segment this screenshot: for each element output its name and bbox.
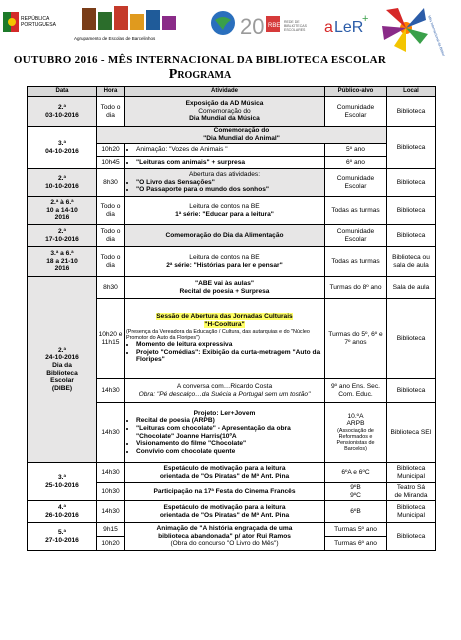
col-header-date: Data — [28, 87, 97, 97]
svg-text:Mês Internacional da Bibliotec: Mês Internacional da Biblioteca Escolar — [427, 14, 452, 56]
time-cell: 14h30 — [97, 379, 125, 403]
table-header-row — [28, 87, 436, 97]
activity-cell: A conversa com…Ricardo Costa Obra: "Pé descalço…da Suécia a Portugal sem um tostão" — [125, 379, 325, 403]
table-row — [28, 501, 436, 523]
location-cell: Biblioteca ou sala de aula — [387, 247, 436, 277]
time-cell: Todo o dia — [97, 197, 125, 225]
audience-cell: Comunidade Escolar — [325, 169, 387, 197]
table-row — [28, 277, 436, 299]
svg-text:RBE: RBE — [268, 23, 281, 29]
location-cell: Biblioteca — [387, 127, 436, 169]
svg-text:+: + — [362, 13, 369, 25]
list-item: • Recital de poesia (ARPB) — [136, 417, 323, 425]
audience-cell: Todas as turmas — [325, 197, 387, 225]
audience-cell: Todas as turmas — [325, 247, 387, 277]
list-item: • "O Livro das Sensações" — [136, 179, 323, 187]
list-item: • "Leituras com animais" + surpresa — [136, 159, 323, 167]
table-row — [28, 169, 436, 197]
svg-text:REDE DE: REDE DE — [284, 20, 300, 24]
list-item: • Animação: "Vozes de Animais " — [136, 146, 323, 154]
activity-cell — [125, 144, 325, 157]
audience-cell: Turmas do 8º ano — [325, 277, 387, 299]
audience-cell: 6ºB — [325, 501, 387, 523]
audience-cell: 10.ºA ARPB (Associação de Reformados e Pensionistas de Barcelos) — [325, 403, 387, 463]
audience-cell: 6ºA e 6ºC — [325, 463, 387, 483]
header-logos — [0, 0, 461, 56]
audience-cell: 5º ano — [325, 144, 387, 157]
location-cell: Biblioteca Municipal — [387, 463, 436, 483]
table-row — [28, 225, 436, 247]
date-cell: 2.ª à 6.ª 10 a 14-10 2016 — [28, 197, 97, 225]
time-cell: 8h30 — [97, 277, 125, 299]
audience-cell: Turmas 6º ano — [325, 537, 387, 551]
audience-cell: Turmas 5º ano — [325, 523, 387, 537]
activity-cell — [125, 157, 325, 169]
aler-logo — [322, 10, 372, 40]
audience-cell: Turmas do 5º, 6º e 7º anos — [325, 299, 387, 379]
list-item: • Convívio com chocolate quente — [136, 448, 323, 456]
location-cell: Teatro Sá de Miranda — [387, 483, 436, 501]
location-cell: Biblioteca — [387, 97, 436, 127]
activity-cell: Espetáculo de motivação para a leitura orientada de "Os Piratas" de Mª Ant. Pina — [125, 463, 325, 483]
svg-text:BIBLIOTECAS: BIBLIOTECAS — [284, 24, 307, 28]
svg-text:PORTUGUESA: PORTUGUESA — [21, 22, 56, 28]
svg-text:Agrupamento de Escolas de Barc: Agrupamento de Escolas de Barcelinhos — [74, 36, 156, 41]
table-row — [28, 127, 436, 144]
audience-cell: 9º ano Ens. Sec. Com. Educ. — [325, 379, 387, 403]
programme-table — [27, 86, 436, 551]
page-title: OUTUBRO 2016 - MÊS INTERNACIONAL DA BIBLIOTECA ESCOLAR — [13, 54, 387, 66]
time-cell: 9h15 — [97, 523, 125, 537]
activity-head-cell: Comemoração do "Dia Mundial do Animal" — [97, 127, 387, 144]
date-cell: 2.ª 17-10-2016 — [28, 225, 97, 247]
date-cell: 3.ª a 6.ª 18 a 21-10 2016 — [28, 247, 97, 277]
republica-portuguesa-logo — [3, 10, 63, 38]
audience-cell: Comunidade Escolar — [325, 97, 387, 127]
location-cell: Biblioteca — [387, 197, 436, 225]
date-cell: 5.ª 27-10-2016 — [28, 523, 97, 551]
time-cell: 10h20 e 11h15 — [97, 299, 125, 379]
time-cell: Todo o dia — [97, 225, 125, 247]
rbe-20-logo — [240, 12, 310, 38]
date-cell: 2.ª 03-10-2016 — [28, 97, 97, 127]
mibe-logo — [380, 4, 456, 56]
time-cell: 14h30 — [97, 463, 125, 483]
time-cell: 14h30 — [97, 403, 125, 463]
list-item: • "O Passaporte para o mundo dos sonhos" — [136, 186, 323, 194]
highlighted-heading: Sessão de Abertura das Jornadas Culturais — [156, 313, 293, 321]
col-header-time: Hora — [97, 87, 125, 97]
table-row — [28, 97, 436, 127]
audience-cell: 9ºB 9ºC — [325, 483, 387, 501]
activity-cell: Abertura das atividades: • "O Livro das Sensações" • "O Passaporte para o mundo dos sonhos" — [125, 169, 325, 197]
svg-text:a: a — [324, 19, 333, 36]
date-cell: 2.ª 10-10-2016 — [28, 169, 97, 197]
table-row — [28, 463, 436, 483]
list-item: • Visionamento do filme "Chocolate" — [136, 440, 323, 448]
col-header-audience: Público-alvo — [325, 87, 387, 97]
location-cell: Sala de aula — [387, 277, 436, 299]
svg-text:REPÚBLICA: REPÚBLICA — [21, 16, 50, 22]
date-cell: 4.ª 26-10-2016 — [28, 501, 97, 523]
col-header-location: Local — [387, 87, 436, 97]
svg-text:ESCOLARES: ESCOLARES — [284, 28, 306, 32]
activity-cell: Participação na 17ª Festa do Cinema Francês — [125, 483, 325, 501]
table-row — [28, 523, 436, 537]
page-subtitle: Programa — [168, 67, 232, 82]
svg-text:LeR: LeR — [334, 19, 364, 36]
location-cell: Biblioteca Municipal — [387, 501, 436, 523]
time-cell: 14h30 — [97, 501, 125, 523]
time-cell: 10h30 — [97, 483, 125, 501]
activity-cell: Comemoração do Dia da Alimentação — [125, 225, 325, 247]
time-cell: 10h45 — [97, 157, 125, 169]
location-cell: Biblioteca SEI — [387, 403, 436, 463]
activity-cell: Exposição da AD Música Comemoração do Dia Mundial da Música — [125, 97, 325, 127]
activity-cell: Projeto: Ler+Jovem • Recital de poesia (ARPB) • "Leituras com chocolate" - Apresentação da obra "Chocolate" Joanne Harris(10ºA • Visionamento do filme "Chocolate" • Convívio com chocolate quente — [125, 403, 325, 463]
time-cell: 8h30 — [97, 169, 125, 197]
activity-cell: Animação de "A história engraçada de uma biblioteca abandonada" p/ ator Rui Ramos (Obra do concurso "O Livro do Mês") — [125, 523, 325, 551]
audience-cell: 6º ano — [325, 157, 387, 169]
activity-cell: Leitura de contos na BE 1ª série: "Educar para a leitura" — [125, 197, 325, 225]
time-cell: Todo o dia — [97, 97, 125, 127]
activity-cell: Leitura de contos na BE 2ª série: "Histórias para ler e pensar" — [125, 247, 325, 277]
col-header-activity: Atividade — [125, 87, 325, 97]
time-cell: 10h20 — [97, 537, 125, 551]
activity-cell: Sessão de Abertura das Jornadas Culturais "H-Cooltura" (Presença da Vereadora da Educação / Cultura, das autarquias e do "Núcleo Promotor do Auto da Floripes") • Momento de leitura expressiva • Projeto "Comédias": Exibição da curta-metragem "Auto da Floripes" — [125, 299, 325, 379]
audience-cell: Comunidade Escolar — [325, 225, 387, 247]
time-cell: 10h20 — [97, 144, 125, 157]
svg-text:20: 20 — [240, 14, 265, 38]
list-item: • Projeto "Comédias": Exibição da curta-metragem "Auto da Floripes" — [136, 349, 323, 364]
date-cell: 3.ª 04-10-2016 — [28, 127, 97, 169]
activity-cell: "ABE vai às aulas" Recital de poesia + Surpresa — [125, 277, 325, 299]
location-cell: Biblioteca — [387, 299, 436, 379]
location-cell: Biblioteca — [387, 523, 436, 551]
agrupamento-logo — [72, 4, 202, 44]
table-row — [28, 247, 436, 277]
location-cell: Biblioteca — [387, 169, 436, 197]
globe-logo — [210, 10, 236, 36]
activity-cell: Espetáculo de motivação para a leitura orientada de "Os Piratas" de Mª Ant. Pina — [125, 501, 325, 523]
location-cell: Biblioteca — [387, 225, 436, 247]
time-cell: Todo o dia — [97, 247, 125, 277]
date-cell: 2.ª 24-10-2016 Dia da Biblioteca Escolar (DIBE) — [28, 277, 97, 463]
list-item: • Momento de leitura expressiva — [136, 341, 323, 349]
list-item: • "Leituras com chocolate" - Apresentação da obra "Chocolate" Joanne Harris(10ºA — [136, 425, 323, 440]
location-cell: Biblioteca — [387, 379, 436, 403]
date-cell: 3.ª 25-10-2016 — [28, 463, 97, 501]
table-row — [28, 197, 436, 225]
